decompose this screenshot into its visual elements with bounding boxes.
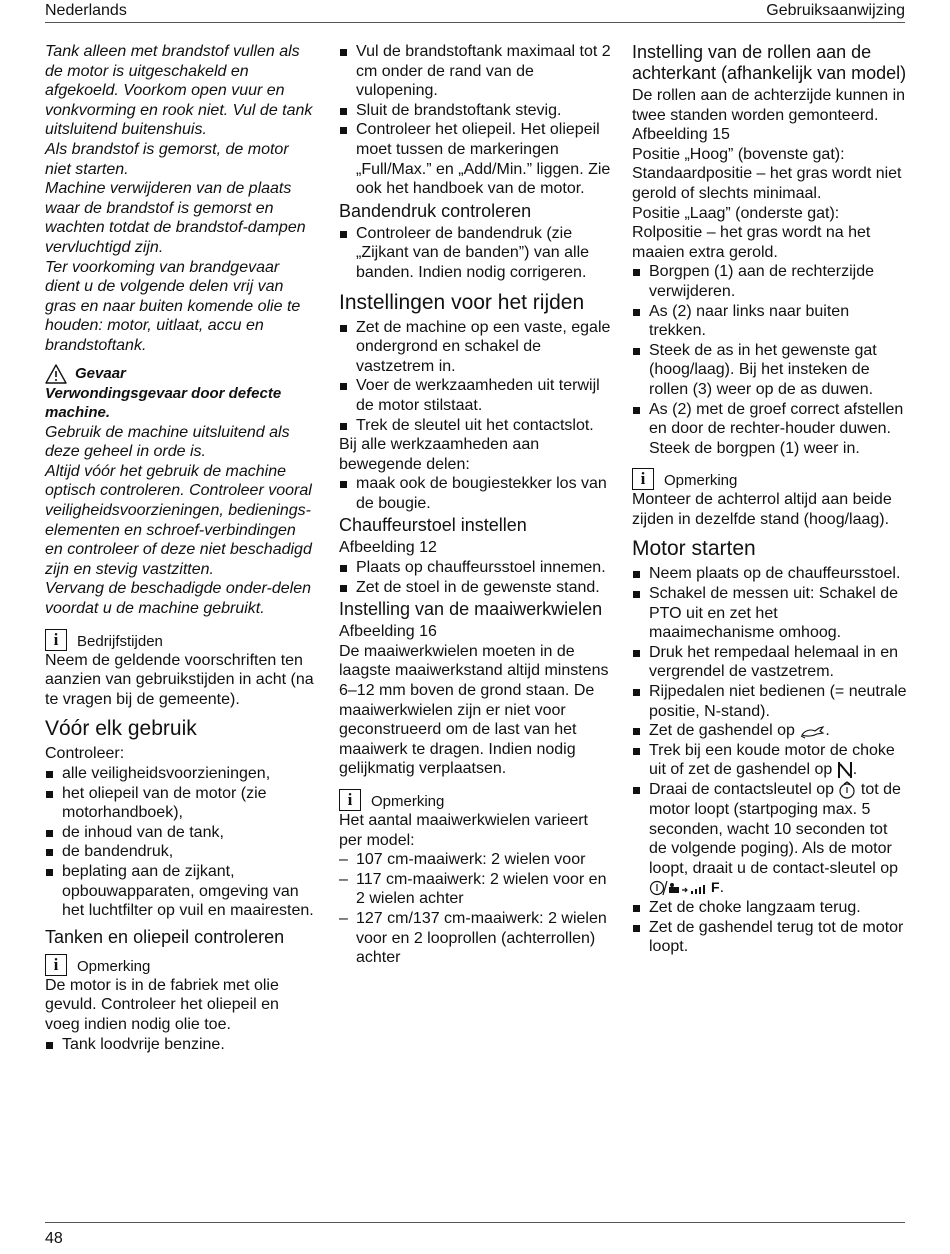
section-heading: Chauffeurstoel instellen xyxy=(339,515,527,536)
list-item: As (2) naar links naar buiten trekken. xyxy=(632,302,907,341)
list-item: Zet de machine op een vaste, egale ondergrond en schakel de vastzetrem in. xyxy=(339,318,611,377)
position-low-label: Positie „Laag” (onderste gat): xyxy=(632,204,840,222)
list-item: Vul de brandstoftank maximaal tot 2 cm onder de rand van de vulopening. xyxy=(339,42,611,101)
list-item: Schakel de messen uit: Schakel de PTO uit en zet het maaimechanisme omhoog. xyxy=(632,584,907,643)
list-item: Borgpen (1) aan de rechterzijde verwijderen. xyxy=(632,262,907,301)
list-item: Neem plaats op de chauffeursstoel. xyxy=(632,564,907,584)
note-text: Neem de geldende voorschriften ten aanzien van gebruikstijden in acht (na te vragen bij de gemeente). xyxy=(45,651,314,708)
page-header xyxy=(45,0,905,23)
note-title: Opmerking xyxy=(664,472,738,490)
position-low-text: Rolpositie – het gras wordt na het maaien extra gerold. xyxy=(632,224,871,261)
figure-ref: Afbeelding 15 xyxy=(632,126,730,144)
list-item: – 117 cm-maaiwerk: 2 wielen voor en 2 wielen achter xyxy=(339,870,611,909)
start-6-text: Trek bij een koude motor de choke uit of zet de gashendel op xyxy=(649,741,895,779)
refuel-list-continued xyxy=(339,42,611,199)
safety-line: Tank alleen met brandstof vullen als de motor is uitgeschakeld en afgekoeld. Voorkom open vuur en vonkvorming en rook niet. Vul de tank uitsluitend buitenshuis. xyxy=(45,43,313,139)
header-doc-type: Gebruiksaanwijzing xyxy=(766,2,905,19)
start-7-end: . xyxy=(719,879,725,897)
start-5-end: . xyxy=(825,722,830,740)
list-item: Tank loodvrije benzine. xyxy=(45,1035,317,1055)
safety-line: Machine verwijderen van de plaats waar de brandstof is gemorst en wachten totdat de brandstof-dampen vervluchtigd zijn. xyxy=(45,180,306,256)
start-list xyxy=(632,564,907,956)
list-item: Controleer het oliepeil. Het oliepeil moet tussen de markeringen „Full/Max.” en „Add/Min.” liggen. Zie ook het handboek van de motor. xyxy=(339,120,611,198)
hare-icon xyxy=(799,723,825,739)
note-heading xyxy=(45,629,317,651)
section-heading: Tanken en oliepeil controleren xyxy=(45,926,285,947)
list-item: de bandendruk, xyxy=(45,842,317,862)
list-item: alle veiligheidsvoorzieningen, xyxy=(45,764,317,784)
note-heading xyxy=(632,468,907,490)
list-item: Voer de werkzaamheden uit terwijl de motor stilstaat. xyxy=(339,376,611,415)
figure-ref: Afbeelding 16 xyxy=(339,623,437,641)
section-heading: Bandendruk controleren xyxy=(339,200,532,221)
page-number: 48 xyxy=(45,1230,63,1247)
start-7-middle: tot de motor loopt (startpoging max. 5 seconden, wacht 10 seconden tot de volgende poging). Als de motor loopt, draait u de contact-sleutel op xyxy=(649,781,901,877)
list-item: Zet de choke langzaam terug. xyxy=(632,898,907,918)
choke-icon xyxy=(837,760,853,780)
driving-list-2 xyxy=(339,474,611,513)
note-text: Het aantal maaiwerkwielen varieert per model: xyxy=(339,812,588,849)
list-item: maak ook de bougiestekker los van de bougie. xyxy=(339,474,611,513)
danger-heading xyxy=(45,364,317,384)
refuel-list xyxy=(45,1035,317,1055)
column-3 xyxy=(632,42,907,957)
info-icon: i xyxy=(45,954,67,976)
driving-text: Bij alle werkzaamheden aan bewegende delen: xyxy=(339,436,540,473)
list-item: Zet de stoel in de gewenste stand. xyxy=(339,578,611,598)
check-label: Controleer: xyxy=(45,745,125,763)
section-heading: Vóór elk gebruik xyxy=(45,717,197,741)
safety-line: Als brandstof is gemorst, de motor niet starten. xyxy=(45,140,289,178)
list-item: beplating aan de zijkant, opbouwapparaten, omgeving van het luchtfilter op vuil en maairesten. xyxy=(45,862,317,921)
list-item: Zet de gashendel terug tot de motor loopt. xyxy=(632,918,907,957)
seat-list xyxy=(339,558,611,597)
column-2 xyxy=(339,42,611,968)
driving-list xyxy=(339,318,611,436)
list-item xyxy=(632,780,907,898)
rollers-text: De rollen aan de achterzijde kunnen in twee standen worden gemonteerd. xyxy=(632,87,906,124)
note-text: Monteer de achterrol altijd aan beide zijden in dezelfde stand (hoog/laag). xyxy=(632,491,892,528)
info-icon: i xyxy=(632,468,654,490)
model-list xyxy=(339,850,611,968)
list-item: Sluit de brandstoftank stevig. xyxy=(339,101,611,121)
column-1 xyxy=(45,42,317,1054)
footer-rule xyxy=(45,1222,905,1223)
list-item: de inhoud van de tank, xyxy=(45,823,317,843)
danger-line: Vervang de beschadigde onder-delen voordat u de machine gebruikt. xyxy=(45,580,311,618)
start-6-end: . xyxy=(852,761,858,779)
position-high-text: Standaardpositie – het gras wordt niet gerold of slechts minimaal. xyxy=(632,165,902,202)
note-title: Opmerking xyxy=(77,957,151,975)
note-text: De motor is in de fabriek met olie gevuld. Controleer het oliepeil en voeg indien nodig olie toe. xyxy=(45,976,279,1033)
note-title: Bedrijfstijden xyxy=(77,632,163,650)
ignition-run-icon xyxy=(649,879,711,897)
list-item: het oliepeil van de motor (zie motorhandboek), xyxy=(45,784,317,823)
list-item xyxy=(632,741,907,781)
section-heading: Instellingen voor het rijden xyxy=(339,290,585,314)
note-title: Opmerking xyxy=(371,793,445,810)
list-item: Rijpedalen niet bedienen (= neutrale positie, N-stand). xyxy=(632,682,907,721)
wheels-text: De maaiwerkwielen moeten in de laagste maaiwerkstand altijd minstens 6–12 mm boven de grond staan. De maaiwerkwielen zijn er niet voor geconstrueerd om de last van het maaiwerk te dragen. Indien nodig gelijkmatig verplaatsen. xyxy=(339,642,609,778)
section-heading: Instelling van de rollen aan de achterkant (afhankelijk van model) xyxy=(632,42,907,83)
start-7-text: Draai de contactsleutel op xyxy=(649,781,834,799)
note-heading xyxy=(45,954,317,976)
start-7-letter: F xyxy=(711,879,720,896)
tyre-list xyxy=(339,224,611,283)
header-language: Nederlands xyxy=(45,2,127,19)
list-item: As (2) met de groef correct afstellen en door de rechter-houder duwen. Steek de borgpen (1) weer in. xyxy=(632,400,907,459)
figure-ref: Afbeelding 12 xyxy=(339,539,437,557)
warning-triangle-icon xyxy=(45,364,67,384)
danger-line: Altijd vóór het gebruik de machine optisch controleren. Controleer vooral veiligheidsvoorzieningen, bedienings-elementen en schroef-verbindingen en controleer of deze niet beschadigd zijn en stevig vastzitten. xyxy=(45,462,312,578)
list-item: Steek de as in het gewenste gat (hoog/laag). Bij het insteken de rollen (3) weer op de as duwen. xyxy=(632,341,907,400)
section-heading: Motor starten xyxy=(632,537,756,561)
list-item: – 127 cm/137 cm-maaiwerk: 2 wielen voor en 2 looprollen (achterrollen) achter xyxy=(339,909,611,968)
list-item: Controleer de bandendruk (zie „Zijkant van de banden”) van alle banden. Indien nodig corrigeren. xyxy=(339,224,611,283)
info-icon: i xyxy=(339,789,361,811)
list-item: Trek de sleutel uit het contactslot. xyxy=(339,416,611,436)
ignition-start-icon xyxy=(838,781,856,799)
danger-subtitle: Verwondingsgevaar door defecte machine. xyxy=(45,384,282,422)
list-item xyxy=(632,721,907,741)
rollers-list xyxy=(632,262,907,458)
safety-line: Ter voorkoming van brandgevaar dient u de volgende delen vrij van gras en naar buiten komende olie te houden: motor, uitlaat, accu en brandstoftank. xyxy=(45,258,301,354)
danger-line: Gebruik de machine uitsluitend als deze geheel in orde is. xyxy=(45,423,290,461)
list-item: Druk het rempedaal helemaal in en vergrendel de vastzetrem. xyxy=(632,643,907,682)
position-high-label: Positie „Hoog” (bovenste gat): xyxy=(632,145,845,163)
list-item: Plaats op chauffeursstoel innemen. xyxy=(339,558,611,578)
start-5-text: Zet de gashendel op xyxy=(649,722,795,740)
note-heading xyxy=(339,789,611,811)
info-icon: i xyxy=(45,629,67,651)
list-item: – 107 cm-maaiwerk: 2 wielen voor xyxy=(339,850,611,870)
danger-title: Gevaar xyxy=(75,364,126,382)
check-list xyxy=(45,764,317,921)
section-heading: Instelling van de maaiwerkwielen xyxy=(339,599,603,620)
